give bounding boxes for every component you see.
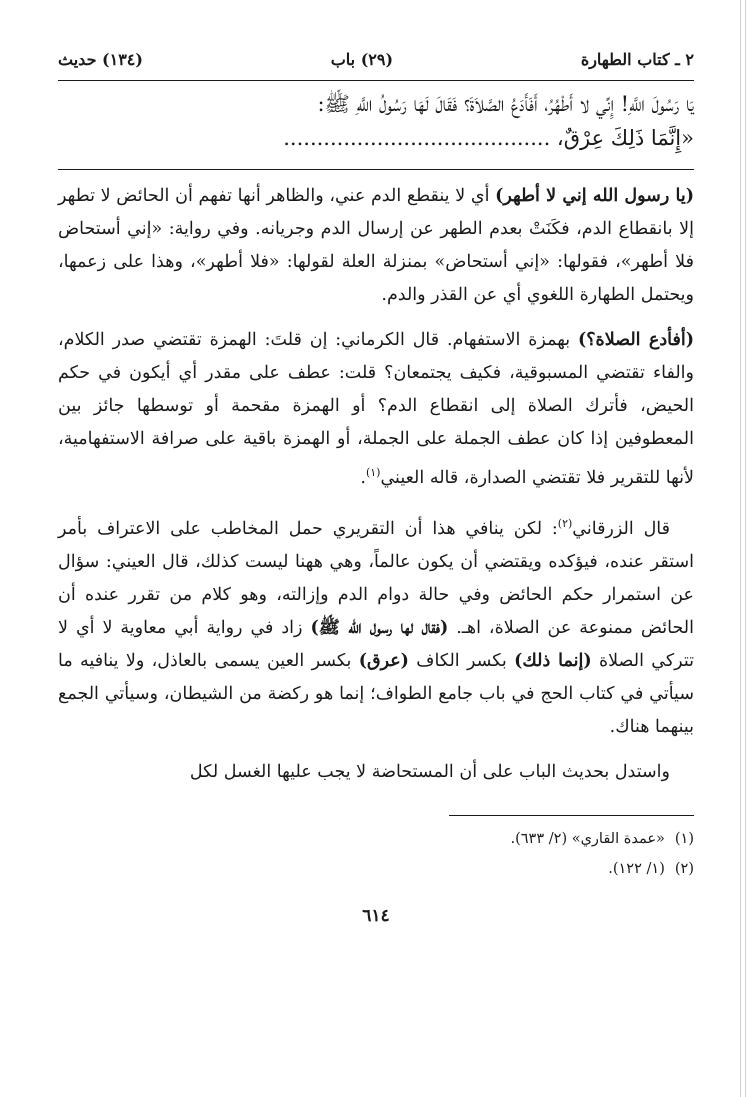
hadith-line-1: يَا رَسُولَ اللَّهِ! إِنِّي لا أَطْهُرُ، أَفَأَدَعُ الصَّلاَةَ؟ فَقَالَ لَهَا رَسُولُ اللَّهِ ﷺ: [317, 92, 694, 116]
bold-lemma: (عرق) [358, 650, 409, 671]
bold-lemma: (إنما ذلك) [514, 650, 592, 671]
hadith-line-2: «إِنَّمَا ذَلِكَ عِرْقٌ، ........................................ [283, 126, 694, 150]
paragraph-text: واستدل بحديث الباب على أن المستحاضة لا يجب عليها الغسل لكل [189, 761, 670, 782]
page-number: ٦١٤ [362, 905, 390, 926]
header-hadith-number: (١٣٤) حديث [58, 50, 143, 69]
footnote-number: (٢) [674, 860, 694, 877]
commentary-paragraph-4 [58, 756, 694, 789]
paragraph-text: بكسر الكاف [408, 650, 515, 671]
footnote-1 [58, 824, 694, 854]
header-chapter: ٢ ـ كتاب الطهارة [580, 50, 694, 69]
commentary-paragraph-2 [58, 324, 694, 495]
running-header [58, 50, 694, 76]
footnote-text: (١/ ١٢٢). [608, 860, 665, 877]
footnote-text: «عمدة القاري» (٢/ ٦٣٣). [510, 830, 665, 847]
paragraph-text: بكسر العين يسمى بالعاذل، ولا ينافيه ما سيأتي في كتاب الحج في باب جامع الطواف؛ إنما هو ركضة من الشيطان، وسيأتي الجمع بينهما هناك. [58, 650, 694, 737]
bold-lemma: (يا رسول الله إني لا أطهر) [495, 186, 694, 206]
paragraph-text: : لكن ينافي هذا أن التقريري حمل المخاطب على الاعتراف بأمر استقر عنده، فيؤكده ويقتضي أن يكون عالماً، وهي ههنا ليست كذلك، قال العيني: سؤال عن استمرار حكم الحائض وفي حالة دوام الدم وإزالته، وهو كلام من تقرر عنده أن الحائض ممنوعة عن الصلاة، اهـ. [58, 518, 694, 638]
hadith-rule [58, 169, 694, 170]
footnote-number: (١) [674, 830, 694, 847]
header-rule [58, 80, 694, 81]
paragraph-text: أي لا ينقطع الدم عني، والظاهر أنها تفهم أن الحائض لا تطهر إلا بانقطاع الدم، فكَنَتْ بعدم الطهر عن إرسال الدم وجريانه. وفي رواية: «إني أستحاض فلا أطهر»، فقولها: «إني أستحاض» بمنزلة العلة لقولها: «فلا أطهر»، وهذا على زعمها، ويحتمل الطهارة اللغوي أي عن القذر والدم. [58, 186, 694, 305]
commentary-paragraph-1 [58, 180, 694, 312]
header-bab: (٢٩) باب [330, 50, 394, 69]
paragraph-end: . [360, 467, 366, 488]
footnote-rule [449, 815, 694, 816]
bold-lemma: (أفأدع الصلاة؟) [577, 330, 694, 350]
commentary-paragraph-3 [58, 507, 694, 744]
paragraph-text: بهمزة الاستفهام. قال الكرماني: إن قلتَ: الهمزة تقتضي صدر الكلام، والفاء تقتضي المسبوقية، فكيف يجتمعان؟ قلت: عطف على مقدر أي أيكون في حكم الحيض، فأترك الصلاة إلى انقطاع الدم؟ أو الهمزة مقحمة أو توسطها جائز بين المعطوفين إذا كان عطف الجملة على الجملة، أو الهمزة باقية على صرافة الاستفهامية، لأنها للتقرير فلا تقتضي الصدارة، قاله العيني [58, 330, 694, 488]
footnote-2 [58, 854, 694, 884]
page-binding-edge [740, 0, 746, 1097]
bold-lemma: (فقال لها رسول الله ﷺ) [310, 617, 449, 638]
paragraph-text: زاد في رواية أبي معاوية لا أي لا تتركي الصلاة [58, 617, 694, 671]
book-page [58, 50, 694, 926]
hadith-text [58, 87, 694, 155]
footnote-mark: (١) [365, 466, 381, 479]
footnote-mark: (٢) [557, 516, 573, 530]
paragraph-start: قال الزرقاني [572, 518, 670, 539]
